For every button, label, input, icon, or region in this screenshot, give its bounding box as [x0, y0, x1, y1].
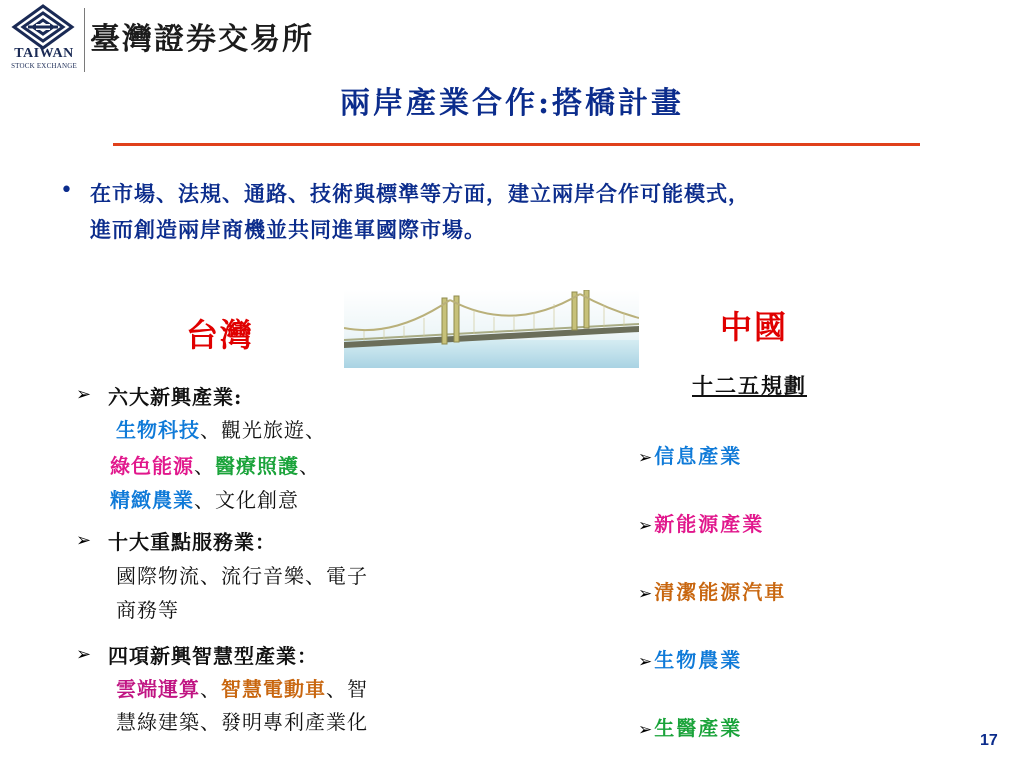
intro-paragraph: [90, 176, 960, 248]
item-smart-ev: 智慧電動車: [221, 677, 326, 701]
china-item-label: 清潔能源汽車: [654, 580, 787, 604]
china-plan-title: 十二五規劃: [692, 373, 807, 398]
heading-china: 中國: [720, 308, 789, 346]
china-item-label: 信息產業: [654, 444, 743, 468]
logo-chinese-name: 臺灣證券交易所: [90, 22, 314, 57]
heading-taiwan: 台灣: [186, 316, 255, 354]
taiwan-group2-line1: 國際物流、流行音樂、電子: [116, 564, 368, 588]
separator: 、: [200, 677, 221, 701]
logo-divider: [84, 8, 85, 72]
bridge-image: [344, 290, 639, 368]
arrow-bullet-icon: ➢: [638, 720, 655, 740]
china-item: [638, 644, 742, 673]
item-biotech: 生物科技: [116, 418, 200, 442]
item-healthcare: 醫療照護: [215, 454, 299, 478]
logo-english-subtitle: STOCK EXCHANGE: [11, 62, 77, 70]
taiwan-group1-heading: 六大新興產業:: [108, 385, 243, 409]
taiwan-group3-heading: 四項新興智慧型產業：: [108, 644, 318, 668]
taiwan-group3-line2: 慧綠建築、發明專利產業化: [116, 710, 368, 734]
china-item: [638, 576, 786, 605]
page-number: 17: [980, 732, 998, 749]
china-item: [638, 508, 764, 537]
separator: 、: [299, 454, 320, 478]
china-item-label: 新能源產業: [654, 512, 765, 536]
item-cloud-computing: 雲端運算: [116, 677, 200, 701]
intro-line-2: 進而創造兩岸商機並共同進軍國際市場。: [90, 217, 486, 242]
arrow-bullet-icon: ➢: [76, 384, 92, 405]
item-fine-agriculture: 精緻農業: [110, 488, 194, 512]
china-item-label: 生物農業: [654, 648, 743, 672]
arrow-bullet-icon: ➢: [76, 530, 92, 551]
taiwan-group1-line3: [110, 484, 299, 516]
intro-line-1: 在市場、法規、通路、技術與標準等方面，建立兩岸合作可能模式，: [90, 181, 750, 206]
bullet-dot: •: [60, 178, 73, 203]
logo-english-name: TAIWAN: [14, 46, 74, 61]
taiwan-group2-line2: 商務等: [116, 598, 179, 622]
arrow-bullet-icon: ➢: [638, 516, 655, 536]
separator: 、: [194, 454, 215, 478]
twse-logo-icon: [6, 4, 80, 50]
slide-title: 兩岸產業合作:搭橋計畫: [339, 86, 685, 121]
arrow-bullet-icon: ➢: [638, 652, 655, 672]
taiwan-group1-line2: [110, 450, 320, 482]
taiwan-group3-line1: [116, 673, 368, 705]
taiwan-group1-line1: [116, 414, 326, 446]
china-item-label: 生醫產業: [654, 716, 743, 740]
item-cultural-creative: 、文化創意: [194, 488, 299, 512]
arrow-bullet-icon: ➢: [638, 584, 655, 604]
item-tourism: 、觀光旅遊、: [200, 418, 326, 442]
item-green-energy: 綠色能源: [110, 454, 194, 478]
taiwan-group2-heading: 十大重點服務業：: [108, 530, 276, 554]
arrow-bullet-icon: ➢: [76, 644, 92, 665]
separator: 、智: [326, 677, 368, 701]
china-item: [638, 440, 742, 469]
arrow-bullet-icon: ➢: [638, 448, 655, 468]
title-underline: [113, 143, 920, 146]
china-item: [638, 712, 742, 741]
